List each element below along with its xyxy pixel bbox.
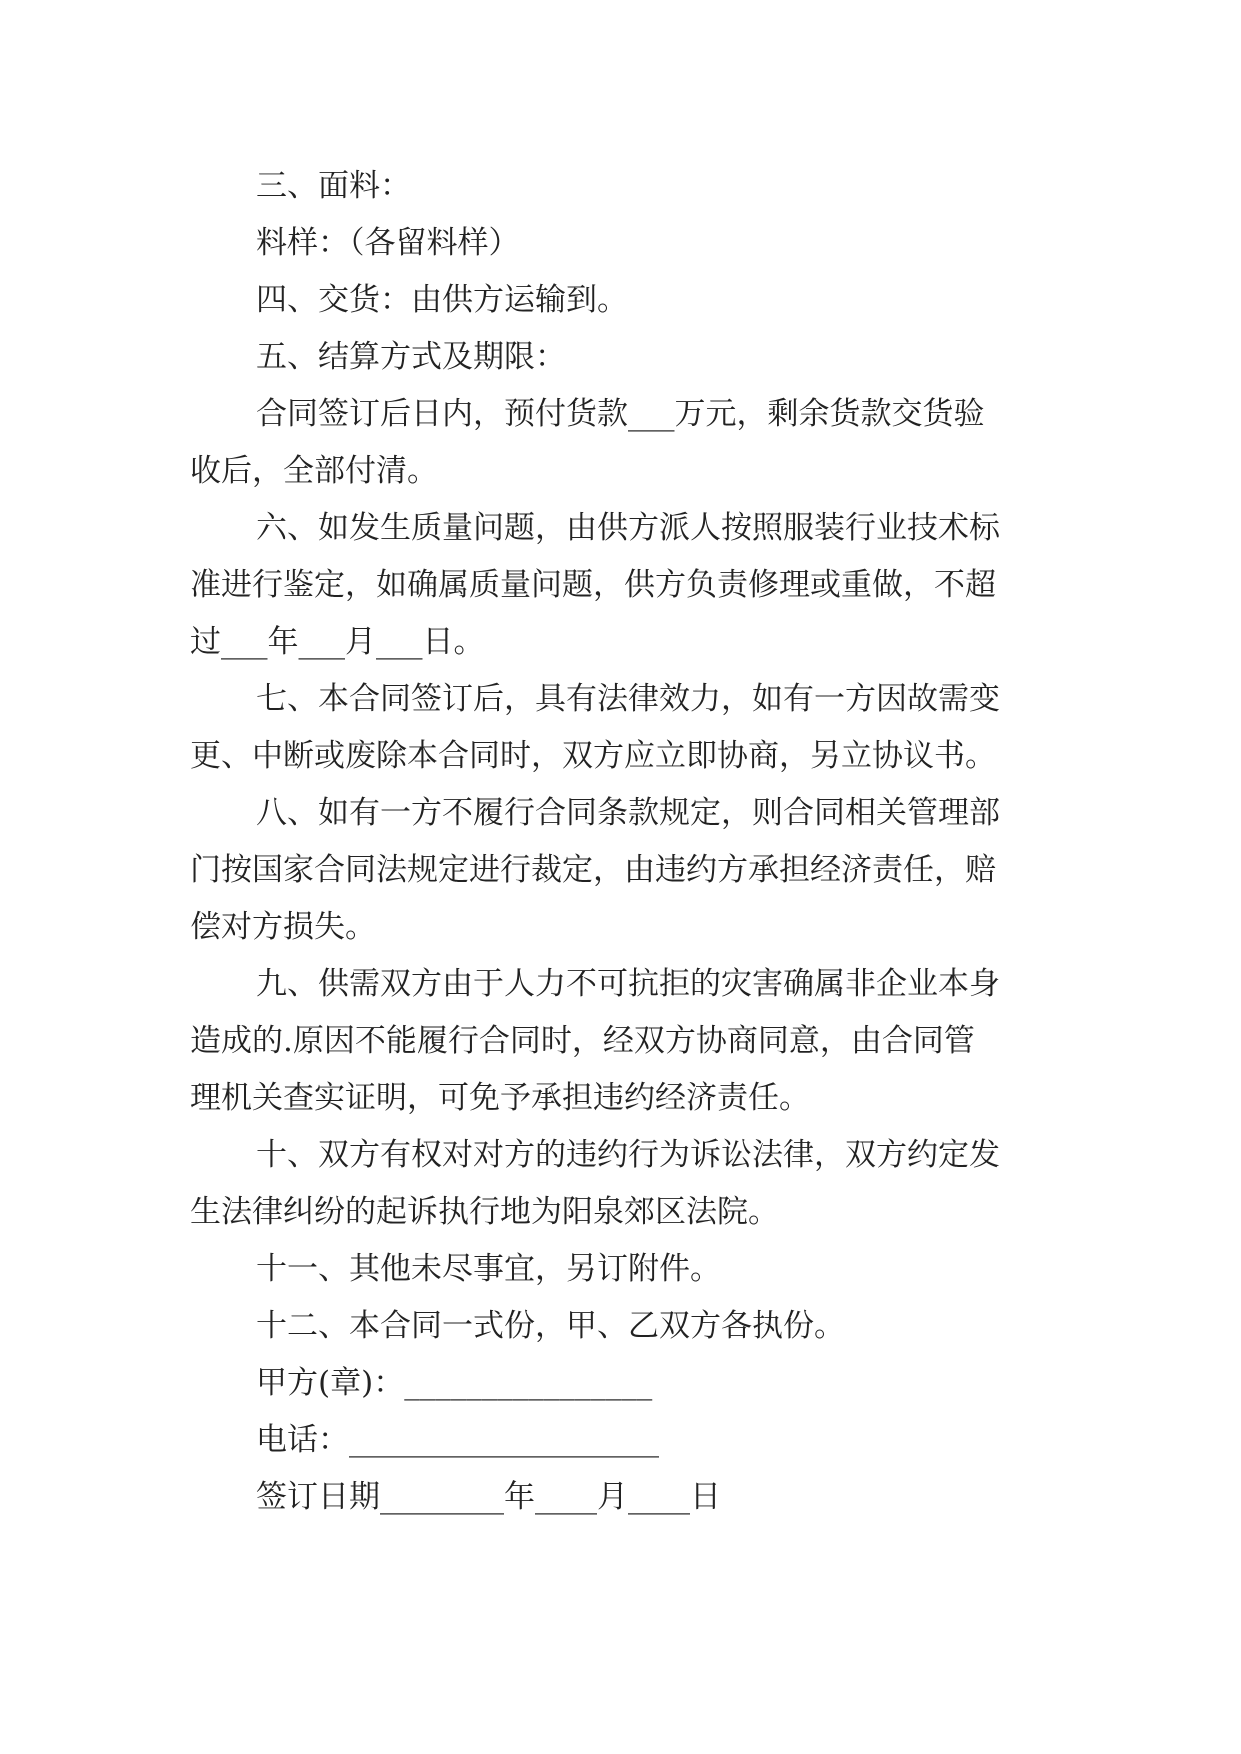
other-matters: 十一、其他未尽事宜，另订附件。 <box>256 1251 721 1287</box>
paragraph-line: 更、中断或废除本合同时，双方应立即协商，另立协议书。 <box>190 738 996 774</box>
phone-field: 电话：____________________ <box>256 1422 659 1458</box>
paragraph-line: 合同签订后日内，预付货款___万元，剩余货款交货验 <box>256 396 985 432</box>
paragraph-line: 门按国家合同法规定进行裁定，由违约方承担经济责任，赔 <box>190 852 996 888</box>
sign-date: 签订日期________年____月____日 <box>256 1479 721 1515</box>
paragraph-line: 过___年___月___日。 <box>190 624 485 660</box>
section-fabric: 三、面料： <box>256 168 411 204</box>
paragraph-line: 造成的.原因不能履行合同时，经双方协商同意，由合同管 <box>190 1023 975 1059</box>
paragraph-line: 十、双方有权对对方的违约行为诉讼法律，双方约定发 <box>256 1137 1000 1173</box>
paragraph-line: 偿对方损失。 <box>190 909 376 945</box>
litigation-paragraph <box>190 1127 1060 1241</box>
paragraph-line: 准进行鉴定，如确属质量问题，供方负责修理或重做，不超 <box>190 567 996 603</box>
paragraph-line: 七、本合同签订后，具有法律效力，如有一方因故需变 <box>256 681 1000 717</box>
effect-paragraph <box>190 671 1060 785</box>
section-delivery: 四、交货：由供方运输到。 <box>256 282 628 318</box>
signature-block <box>190 1355 1060 1526</box>
breach-paragraph <box>190 785 1060 956</box>
paragraph-line: 生法律纠纷的起诉执行地为阳泉郊区法院。 <box>190 1194 779 1230</box>
fabric-sample: 料样：（各留料样） <box>256 225 520 261</box>
paragraph-line: 收后，全部付清。 <box>190 453 438 489</box>
settlement-paragraph <box>190 386 1060 500</box>
paragraph-line: 理机关查实证明，可免予承担违约经济责任。 <box>190 1080 810 1116</box>
paragraph-line: 九、供需双方由于人力不可抗拒的灾害确属非企业本身 <box>256 966 1000 1002</box>
paragraph-line: 六、如发生质量问题，由供方派人按照服装行业技术标 <box>256 510 1000 546</box>
copies-clause: 十二、本合同一式份，甲、乙双方各执份。 <box>256 1308 845 1344</box>
section-settlement: 五、结算方式及期限： <box>256 339 566 375</box>
force-majeure-paragraph <box>190 956 1060 1127</box>
paragraph-line: 八、如有一方不履行合同条款规定，则合同相关管理部 <box>256 795 1000 831</box>
party-a-seal: 甲方(章)：________________ <box>256 1365 653 1401</box>
quality-paragraph <box>190 500 1060 671</box>
contract-body <box>190 158 1060 1526</box>
